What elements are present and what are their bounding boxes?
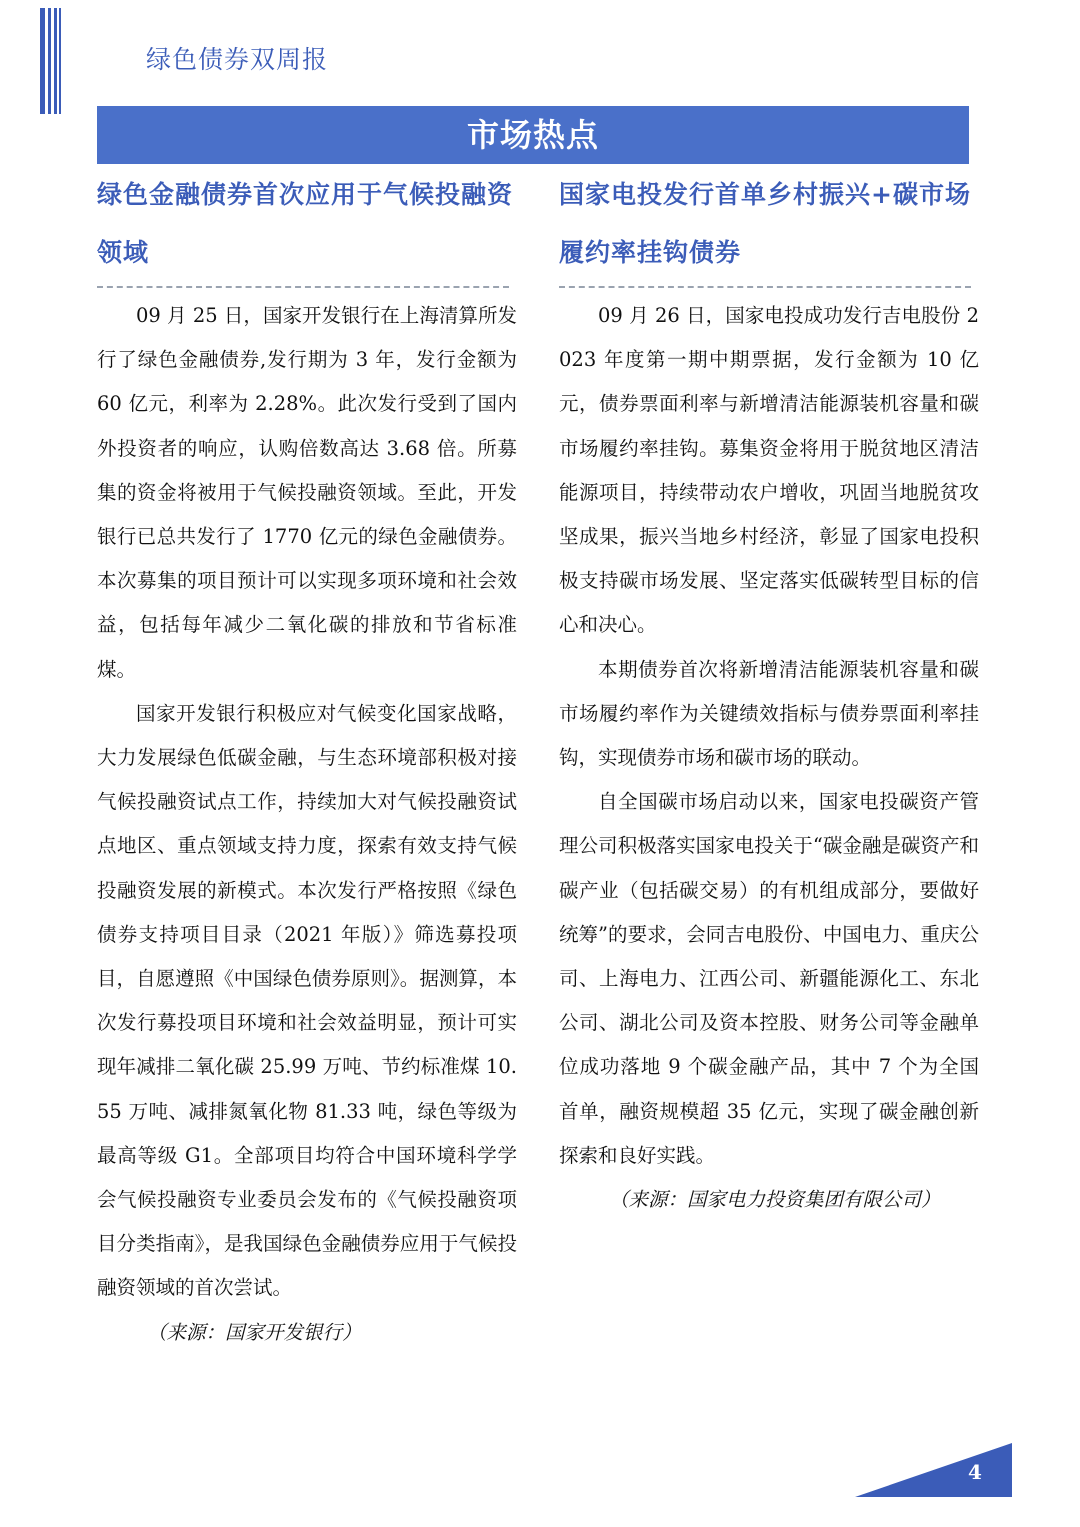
article-source: （来源：国家开发银行） — [147, 1320, 362, 1344]
article-paragraph: 国家开发银行积极应对气候变化国家战略，大力发展绿色低碳金融，与生态环境部积极对接气候投融资试点工作，持续加大对气候投融资试点地区、重点领域支持力度，探索有效支持气候投融资发展的新模式。本次发行严格按照《绿色债券支持项目目录（2021 年版）》筛选募投项目，自愿遵照《中国绿色债券原则》。据测算，本次发行募投项目环境和社会效益明显，预计可实现年减排二氧化碳 25.99 万吨、节约标准煤 10.55 万吨、减排氮氧化物 81.33 吨，绿色等级为最高等级 G1。全部项目均符合中国环境科学学会气候投融资专业委员会发布的《气候投融资项目分类指南》，是我国绿色金融债券应用于气候投融资领域的首次尝试。 — [97, 701, 517, 1300]
page-corner-triangle — [855, 1443, 1012, 1497]
dashed-divider — [559, 286, 971, 288]
article-paragraph: 09 月 26 日，国家电投成功发行吉电股份 2023 年度第一期中期票据，发行金额为 10 亿元，债券票面利率与新增清洁能源装机容量和碳市场履约率挂钩。募集资金将用于脱贫地区清洁能源项目，持续带动农户增收，巩固当地脱贫攻坚成果，振兴当地乡村经济，彰显了国家电投积极支持碳市场发展、坚定落实低碳转型目标的信心和决心。 — [559, 304, 979, 637]
section-title: 市场热点 — [466, 116, 599, 154]
decor-bar — [40, 8, 45, 114]
publication-title: 绿色债券双周报 — [146, 45, 329, 74]
dashed-divider — [97, 286, 509, 288]
article-paragraph: 本期债券首次将新增清洁能源装机容量和碳市场履约率作为关键绩效指标与债券票面利率挂钩，实现债券市场和碳市场的联动。 — [559, 657, 979, 770]
article-right — [559, 166, 979, 1222]
article-paragraph: 自全国碳市场启动以来，国家电投碳资产管理公司积极落实国家电投关于“碳金融是碳资产和碳产业（包括碳交易）的有机组成部分，要做好统筹”的要求，会同吉电股份、中国电力、重庆公司、上海电力、江西公司、新疆能源化工、东北公司、湖北公司及资本控股、财务公司等金融单位成功落地 9 个碳金融产品，其中 7 个为全国首单，融资规模超 35 亿元，实现了碳金融创新探索和良好实践。 — [559, 790, 979, 1167]
header-decoration-bars — [40, 8, 64, 114]
page-number: 4 — [968, 1460, 982, 1484]
section-banner — [97, 106, 969, 164]
decor-bar — [54, 8, 57, 114]
article-left — [97, 166, 517, 1355]
decor-bar — [48, 8, 51, 114]
decor-bar — [59, 8, 61, 114]
article-title: 绿色金融债券首次应用于气候投融资领域 — [97, 180, 514, 267]
article-title: 国家电投发行首单乡村振兴+碳市场履约率挂钩债券 — [559, 180, 971, 267]
article-paragraph: 09 月 25 日，国家开发银行在上海清算所发行了绿色金融债券,发行期为 3 年，发行金额为 60 亿元，利率为 2.28%。此次发行受到了国内外投资者的响应，认购倍数高达 3.68 倍。所募集的资金将被用于气候投融资领域。至此，开发银行已总共发行了 1770 亿元的绿色金融债券。本次募集的项目预计可以实现多项环境和社会效益，包括每年减少二氧化碳的排放和节省标准煤。 — [97, 304, 517, 681]
article-source: （来源：国家电力投资集团有限公司） — [609, 1188, 941, 1212]
